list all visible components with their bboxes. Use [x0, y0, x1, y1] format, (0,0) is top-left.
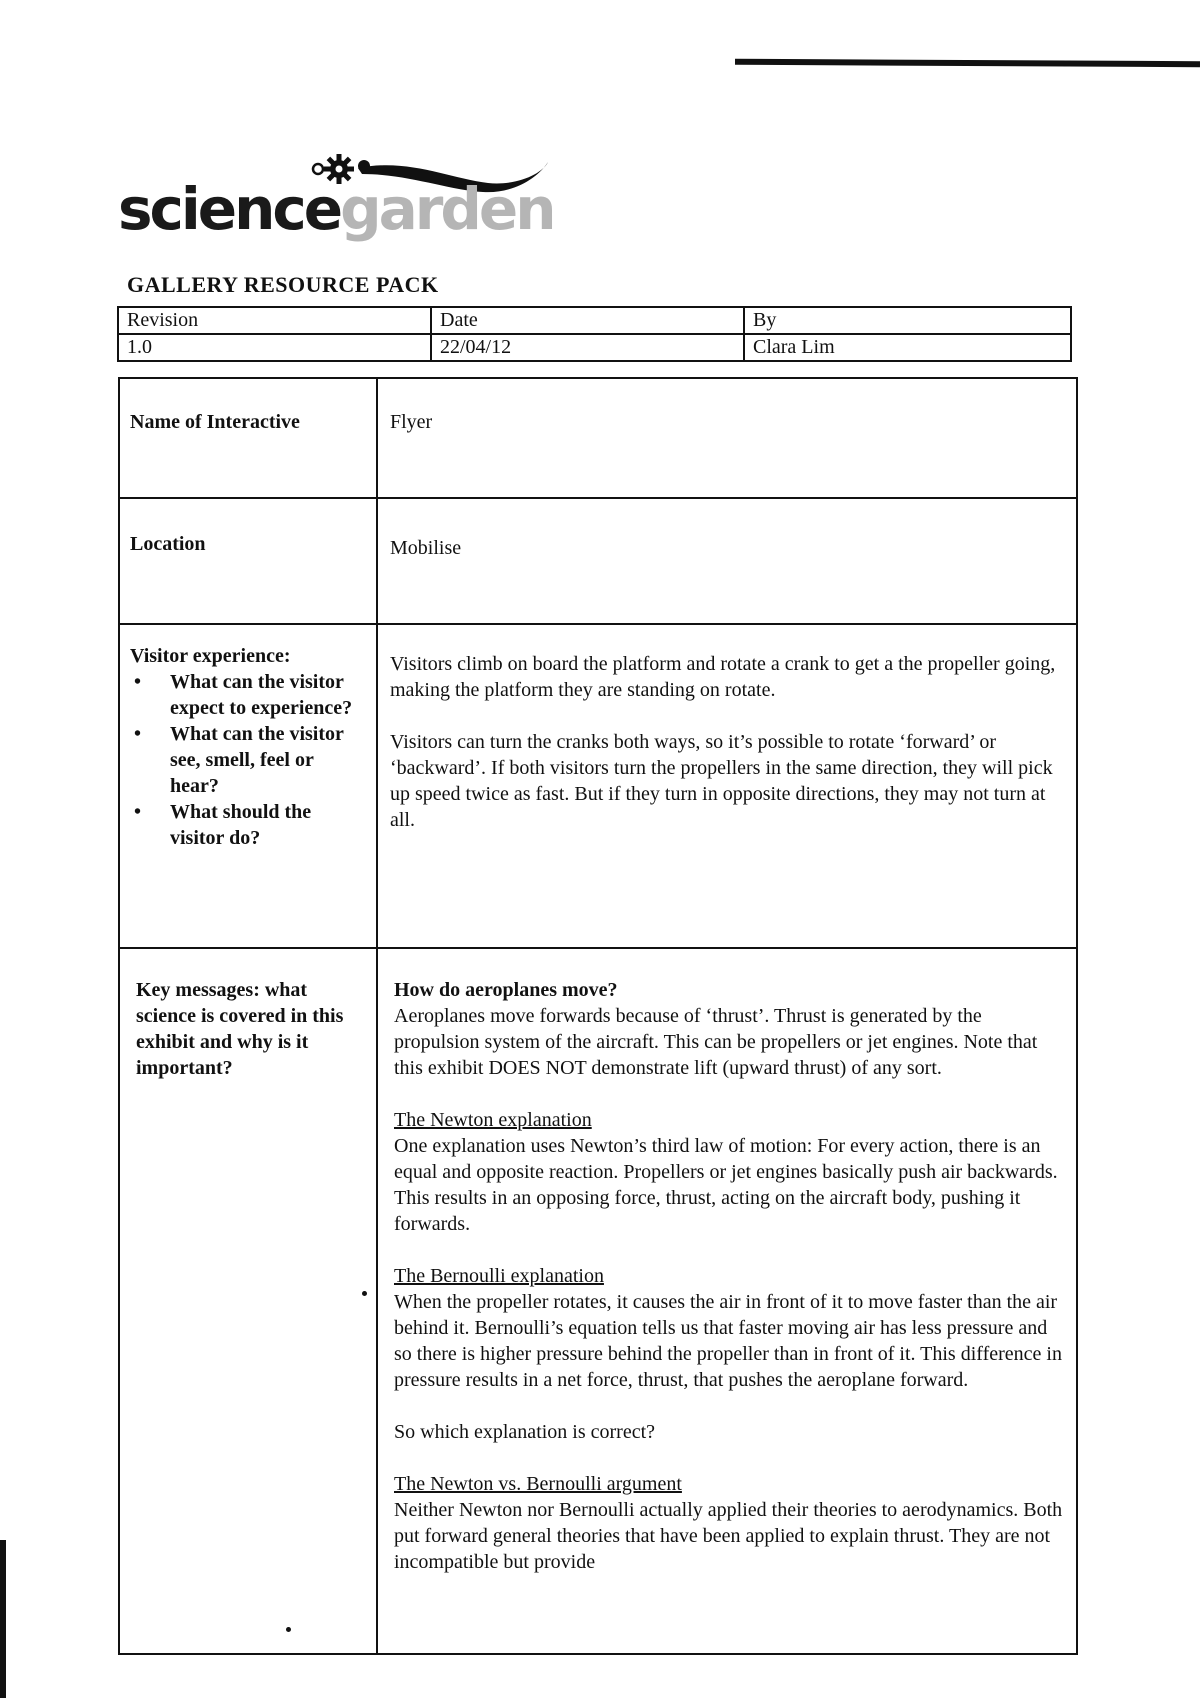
key-messages-label: Key messages: what science is covered in this exhibit and why is it important? [119, 948, 377, 1654]
location-label: Location [119, 498, 377, 624]
bernoulli-text: When the propeller rotates, it causes the air in front of it to move faster than the air behind it. Bernoulli’s equation tells us that faster moving air has less pressure and so there is higher pressure behind the propeller than in front of it. This difference in pressure results in a net force, thrust, that pushes the aeroplane forward. [394, 1291, 1062, 1391]
visitor-question-list [130, 669, 366, 851]
argument-text: Neither Newton nor Bernoulli actually applied their theories to aerodynamics. Both put forward general theories that have been applied to explain thrust. They are not incompatible but provide [394, 1499, 1063, 1573]
logo-word-science: science [118, 175, 341, 243]
argument-heading: The Newton vs. Bernoulli argument [394, 1473, 682, 1495]
revision-value-row [118, 334, 1071, 361]
scan-artifact-left-edge [0, 1540, 6, 1698]
logo-word-garden: garden [340, 175, 554, 243]
date-header: Date [431, 307, 744, 334]
key-messages-text [377, 948, 1077, 1654]
visitor-paragraph: Visitors can turn the cranks both ways, so it’s possible to rotate ‘forward’ or ‘backward’. If both visitors turn the propellers in the same direction, they will pick up speed twice as fast. But if they turn in opposite directions, they may not turn at all. [390, 731, 1053, 831]
visitor-experience-cell [119, 624, 377, 948]
pack-title: GALLERY RESOURCE PACK [127, 272, 439, 297]
list-item: • What should the visitor do? [130, 799, 366, 851]
list-item: • What can the visitor see, smell, feel or hear? [130, 721, 366, 799]
name-row [119, 378, 1077, 498]
by-header: By [744, 307, 1071, 334]
visitor-paragraph: Visitors climb on board the platform and rotate a crank to get a the propeller going, making the platform they are standing on rotate. [390, 653, 1056, 701]
revision-header-row [118, 307, 1071, 334]
visitor-experience-label: Visitor experience: [130, 645, 291, 667]
scan-artifact-top-line [735, 59, 1200, 67]
revision-value: 1.0 [118, 334, 431, 361]
key-messages-row [119, 948, 1077, 1654]
science-garden-logo [118, 148, 558, 248]
newton-heading: The Newton explanation [394, 1109, 592, 1131]
revision-header: Revision [118, 307, 431, 334]
question-text: So which explanation is correct? [394, 1421, 656, 1443]
bernoulli-heading: The Bernoulli explanation [394, 1265, 604, 1287]
visitor-experience-text [377, 624, 1077, 948]
key-intro: Aeroplanes move forwards because of ‘thrust’. Thrust is generated by the propulsion system of the aircraft. This can be propellers or jet engines. Note that this exhibit DOES NOT demonstrate lift (upward thrust) of any sort. [394, 1005, 1038, 1079]
list-item: • What can the visitor expect to experience? [130, 669, 366, 721]
interactive-details-table [118, 377, 1078, 1655]
name-value: Flyer [377, 378, 1077, 498]
location-value: Mobilise [377, 498, 1077, 624]
location-row [119, 498, 1077, 624]
name-label: Name of Interactive [119, 378, 377, 498]
newton-text: One explanation uses Newton’s third law of motion: For every action, there is an equal and opposite reaction. Propellers or jet engines basically push air backwards. This results in an opposing force, thrust, acting on the aircraft body, pushing it forwards. [394, 1135, 1058, 1235]
revision-table [117, 306, 1072, 362]
date-value: 22/04/12 [431, 334, 744, 361]
logo-wordmark [118, 175, 554, 243]
key-heading: How do aeroplanes move? [394, 979, 618, 1001]
author-value: Clara Lim [744, 334, 1071, 361]
visitor-experience-row [119, 624, 1077, 948]
